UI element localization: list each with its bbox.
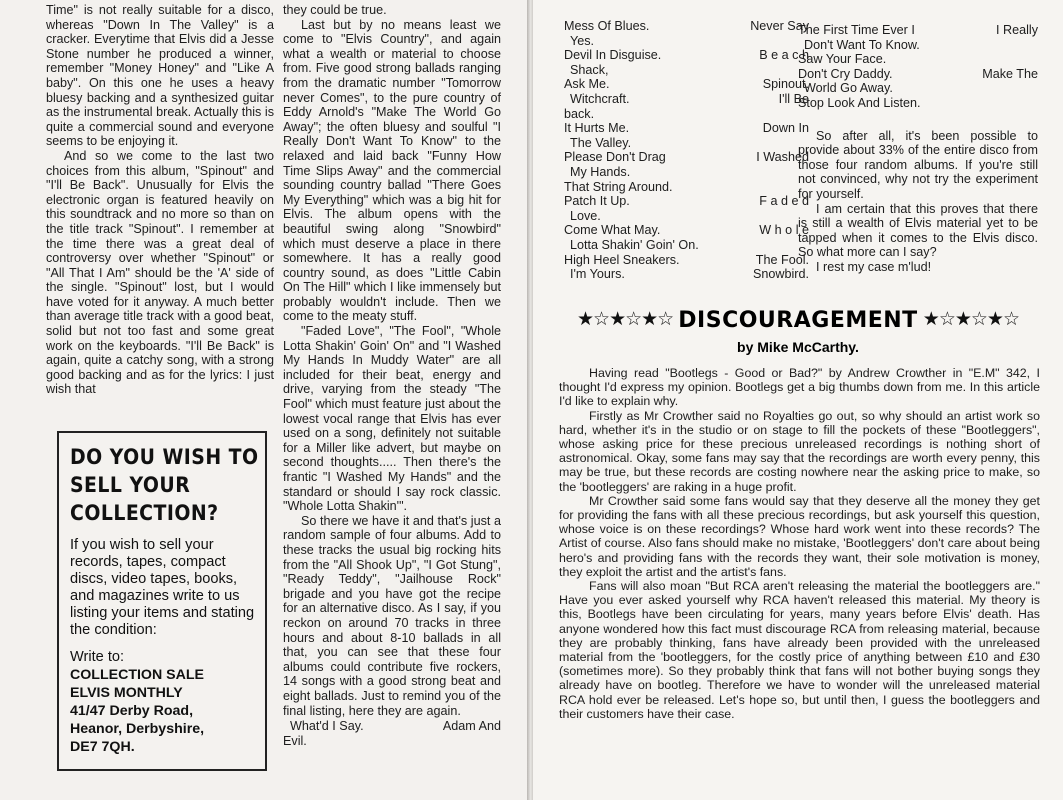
track-name: Saw Your Face. [798, 52, 887, 67]
track-row [564, 136, 809, 151]
paragraph: Last but by no means least we come to "Elvis Country", and again what a wealth or material to choose from. Five good strong ballads ranging from the dramatic number "Tomorrow never Comes", to the pure country of Eddy Arnold's "Make The World Go Away"; the often bluesy and soulful "I Really Don't Want To Know" to the relaxed and laid back "Funny How Time Slips Away" and the commercial sounding country ballad "There Goes My Everything" which was a big hit for Elvis. The album opens with the beautiful swing along "Snowbird" which must deserve a place in there somewhere. It has a really good country sound, as does "Little Cabin On The Hill" which I like immensely but probably wouldn't include. Then we come to the meaty stuff. [283, 17, 501, 324]
track-name: World Go Away. [804, 81, 893, 96]
right-page [533, 0, 1063, 800]
article-body [559, 366, 1040, 721]
track-name: The First Time Ever I [798, 23, 915, 37]
paragraph: So there we have it and that's just a random sample of four albums. Add to these tracks the usual big rocking hits from the "All Shook Up", "I Got Stung", "Ready Teddy", "Jailhouse Rock" brigade and you have got the recipe for an alternative disco. As I say, if you reckon on around 70 tracks in three hours and about 8-10 ballads in all that, you can see that these four albums could contribute five rockers, 14 songs with a good strong beat and eight ballads. Just to remind you of the final listing, here they are again. [283, 513, 501, 718]
track-row [798, 67, 1038, 82]
track-name: Witchcraft. [570, 91, 630, 106]
track-row [564, 194, 809, 209]
track-name: Devil In Disguise. [564, 48, 662, 63]
track-name: B e a c h [759, 48, 809, 63]
track-row [564, 238, 809, 253]
paragraph: Time" is not really suitable for a disco, whereas "Down In The Valley" is a cracker. Everytime that Elvis did a Jesse Stone number he produced a winner, remember "Money Honey" and "Like A baby". On this one he uses a heavy bluesy backing and a synthesized guitar as the instrumental break. Actually this is quite a commercial sound and everyone seems to be enjoying it. [46, 3, 274, 149]
paragraph: Mr Crowther said some fans would say that they deserve all the money they get for providing the fans with all these precious recordings, but ask yourself this question, whose voice is on these recordings? Whose hard work went into these records? The Artist of course. Also fans should make no mistake, 'Bootleggers' don't care about being hero's and providing fans with the records they want, their sole motivation is money, they exploit the artist and the artist's fans. [559, 493, 1040, 579]
track-row [798, 38, 1038, 53]
track-row [564, 48, 809, 63]
track-name: That String Around. [564, 179, 673, 194]
address-line: ELVIS MONTHLY [70, 685, 183, 701]
track-name: Down In [762, 121, 809, 136]
closing-line: I rest my case m'lud! [816, 259, 932, 274]
article-byline: by Mike McCarthy. [737, 339, 859, 355]
track-row [798, 52, 1038, 67]
track-row [564, 253, 809, 268]
paragraph: "Faded Love", "The Fool", "Whole Lotta Shakin' Goin' On" and "I Washed My Hands In Muddy Water" are all included for their beat, energy and drive, varying from the steady "The Fool" which must feature just about the lowest vocal range that Elvis has ever used on a song, definitely not suitable for a Miller like advert, but maybe on second thoughts..... Then there's the frantic "I Washed My Hands" and the standard or should I say rock classic. "Whole Lotta Shakin'". [283, 324, 501, 514]
paragraph: they could be true. [283, 3, 387, 17]
paragraph: So after all, it's been possible to provide about 33% of the entire disco from those four random albums. If you're still not convinced, why not try the experiment for yourself. [798, 128, 1038, 201]
track-row [564, 77, 809, 92]
track-row [798, 23, 1038, 38]
track-name: back. [564, 106, 595, 121]
left-column-2 [283, 3, 501, 748]
track-name: What'd I Say. [290, 719, 364, 734]
ad-write-to: Write to: [70, 649, 125, 665]
ad-address [70, 666, 255, 756]
address-line: Heanor, Derbyshire, [70, 721, 205, 737]
track-row [798, 81, 1038, 96]
track-name: My Hands. [570, 164, 631, 179]
track-name: Yes. [570, 33, 595, 48]
track-name: Mess Of Blues. [564, 19, 650, 33]
track-name: It Hurts Me. [564, 121, 630, 136]
track-list-column-1 [564, 19, 809, 282]
track-row [564, 150, 809, 165]
track-name: Never Say [750, 19, 809, 33]
track-list-column-2 [798, 23, 1038, 111]
article-header [553, 308, 1043, 355]
track-row [564, 34, 809, 49]
article-title: DISCOURAGEMENT [678, 308, 918, 333]
track-name: Spinout. [762, 77, 809, 92]
sell-collection-ad [57, 431, 267, 771]
address-line: COLLECTION SALE [70, 667, 204, 683]
track-name: Love. [570, 208, 601, 223]
track-name: Don't Want To Know. [804, 37, 920, 52]
track-name: W h o l e [759, 223, 809, 238]
track-name: The Fool. [755, 252, 809, 267]
paragraph: Firstly as Mr Crowther said no Royalties go out, so why should an artist work so hard, whether it's in the studio or on stage to fill the pockets of these "Bootleggers", whose asking price for these precious unreleased recordings is nothing short of astronomical. Okay, some fans may say that the recordings are worth every penny, this may be true, but these records are costing nowhere near the asking price to make, so the 'bootleggers' are raking in a huge profit. [559, 408, 1040, 494]
track-name: Lotta Shakin' Goin' On. [570, 237, 699, 252]
track-name: Make The [982, 66, 1038, 81]
track-row [564, 223, 809, 238]
track-name: Patch It Up. [564, 194, 630, 209]
track-name: I Washed [756, 150, 809, 165]
track-list [283, 719, 501, 748]
ad-headline: DO YOU WISH TO SELL YOUR COLLECTION? [70, 445, 259, 525]
paragraph: And so we come to the last two choices from this album, "Spinout" and "I'll Be Back". Unusually for Elvis the electronic organ is featured heavily on this soundtrack and no more so than on the title track "Spinout". I remember at the time there was a great deal of controversy over whether "Spinout" or "All That I Am" should be the 'A' side of the single. "Spinout" lost, but I would have voted for it anyway. A much better than average title track with a good beat, solid but not too fast and some great work on the keyboards. "I'll Be Back" is again, quite a catchy song, with a strong good backing and as for the lyrics: I just wish that [46, 148, 274, 397]
track-row [564, 63, 809, 78]
paragraph: Having read "Bootlegs - Good or Bad?" by Andrew Crowther in "E.M" 342, I thought I'd express my opinion. Bootlegs get a big thumbs down from me. In this article I'd like to explain why. [559, 366, 1040, 409]
track-row [564, 19, 809, 34]
track-name: Adam And [442, 719, 501, 734]
address-line: DE7 7QH. [70, 739, 135, 755]
track-name: Ask Me. [564, 77, 610, 92]
track-row [564, 107, 809, 122]
track-row [798, 96, 1038, 111]
stars-decoration-right: ★☆★☆★☆ [922, 308, 1019, 330]
track-name: Evil. [283, 733, 307, 748]
track-row [283, 719, 501, 734]
track-name: I'll Be [778, 91, 809, 106]
paragraph: I am certain that this proves that there is still a wealth of Elvis material yet to be tapped when it comes to the Elvis disco. So what more can I say? [798, 201, 1038, 260]
track-name: Don't Cry Daddy. [798, 66, 893, 81]
track-row [564, 267, 809, 282]
right-column-2 [798, 23, 1038, 275]
track-row [564, 209, 809, 224]
track-name: F a d e d [759, 194, 809, 209]
track-name: Snowbird. [752, 267, 809, 282]
track-name: Please Don't Drag [564, 150, 666, 165]
track-name: Come What May. [564, 223, 661, 238]
left-column-1 [46, 3, 274, 397]
track-name: I Really [996, 23, 1038, 37]
track-name: The Valley. [570, 135, 632, 150]
track-name: I'm Yours. [570, 267, 625, 282]
stars-decoration-left: ★☆★☆★☆ [577, 308, 674, 330]
paragraph: Fans will also moan "But RCA aren't releasing the material the bootleggers are." Have you ever asked yourself why RCA haven't released this material. My theory is this, Bootlegs have been circulating for years, many years before Elvis' death. Has anyone wondered how this fact must discourage RCA from releasing material, because they are probably thinking, fans have already been provided with the unreleased material from the 'bootleggers, for the costly price of anything between £10 and £30 (sometimes more). So they probably think that fans will not bother buying songs they already have on bootleg. Therefore we have to wonder will the unreleased material RCA hold ever be released. Let's hope so, but until then, I guess the bootleggers and their customers have their case. [559, 579, 1040, 721]
ad-body: If you wish to sell your records, tapes, compact discs, video tapes, books, and magazines write to us listing your items and stating the condition: [70, 537, 255, 638]
track-name: High Heel Sneakers. [564, 252, 680, 267]
track-name: Stop Look And Listen. [798, 95, 921, 110]
track-row [564, 121, 809, 136]
track-row [564, 180, 809, 195]
left-page [0, 0, 527, 800]
track-row [564, 165, 809, 180]
address-line: 41/47 Derby Road, [70, 703, 194, 719]
track-row [564, 92, 809, 107]
track-name: Shack, [570, 62, 609, 77]
